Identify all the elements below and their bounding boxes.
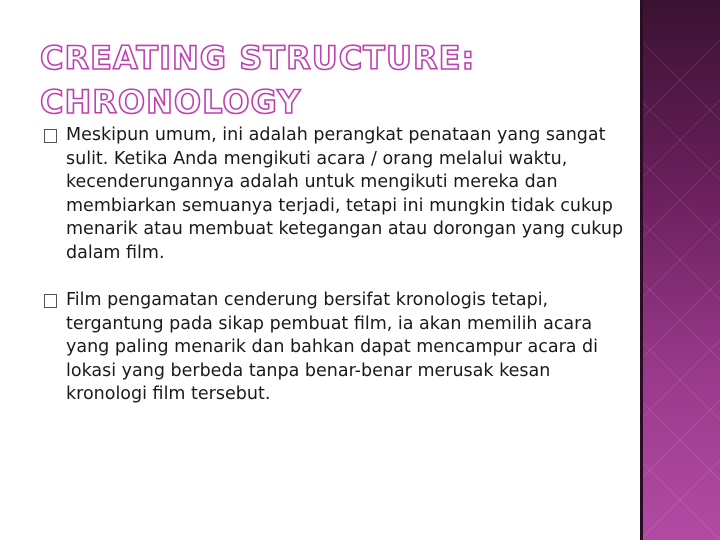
bullet-item [44, 124, 629, 265]
decorative-side-panel [640, 0, 720, 540]
bullet-box-icon [44, 294, 57, 308]
diagonal-pattern-icon [640, 0, 720, 540]
slide-title [40, 36, 600, 124]
bullet-item [44, 289, 629, 407]
title-line-1: CREATING STRUCTURE: [40, 39, 476, 77]
bullet-list [44, 124, 629, 431]
title-line-2: CHRONOLOGY [40, 83, 302, 121]
bullet-box-icon [44, 129, 57, 143]
bullet-text: Meskipun umum, ini adalah perangkat penataan yang sangat sulit. Ketika Anda mengikuti acara / orang melalui waktu, kecenderungannya adalah untuk mengikuti mereka dan membiarkan semuanya terjadi, tetapi ini mungkin tidak cukup menarik atau membuat ketegangan atau dorongan yang cukup dalam film. [66, 125, 624, 263]
bullet-text: Film pengamatan cenderung bersifat kronologis tetapi, tergantung pada sikap pembuat film, ia akan memilih acara yang paling menarik dan bahkan dapat mencampur acara di lokasi yang berbeda tanpa benar-benar merusak kesan kronologi film tersebut. [66, 290, 599, 404]
side-panel-edge [640, 0, 643, 540]
